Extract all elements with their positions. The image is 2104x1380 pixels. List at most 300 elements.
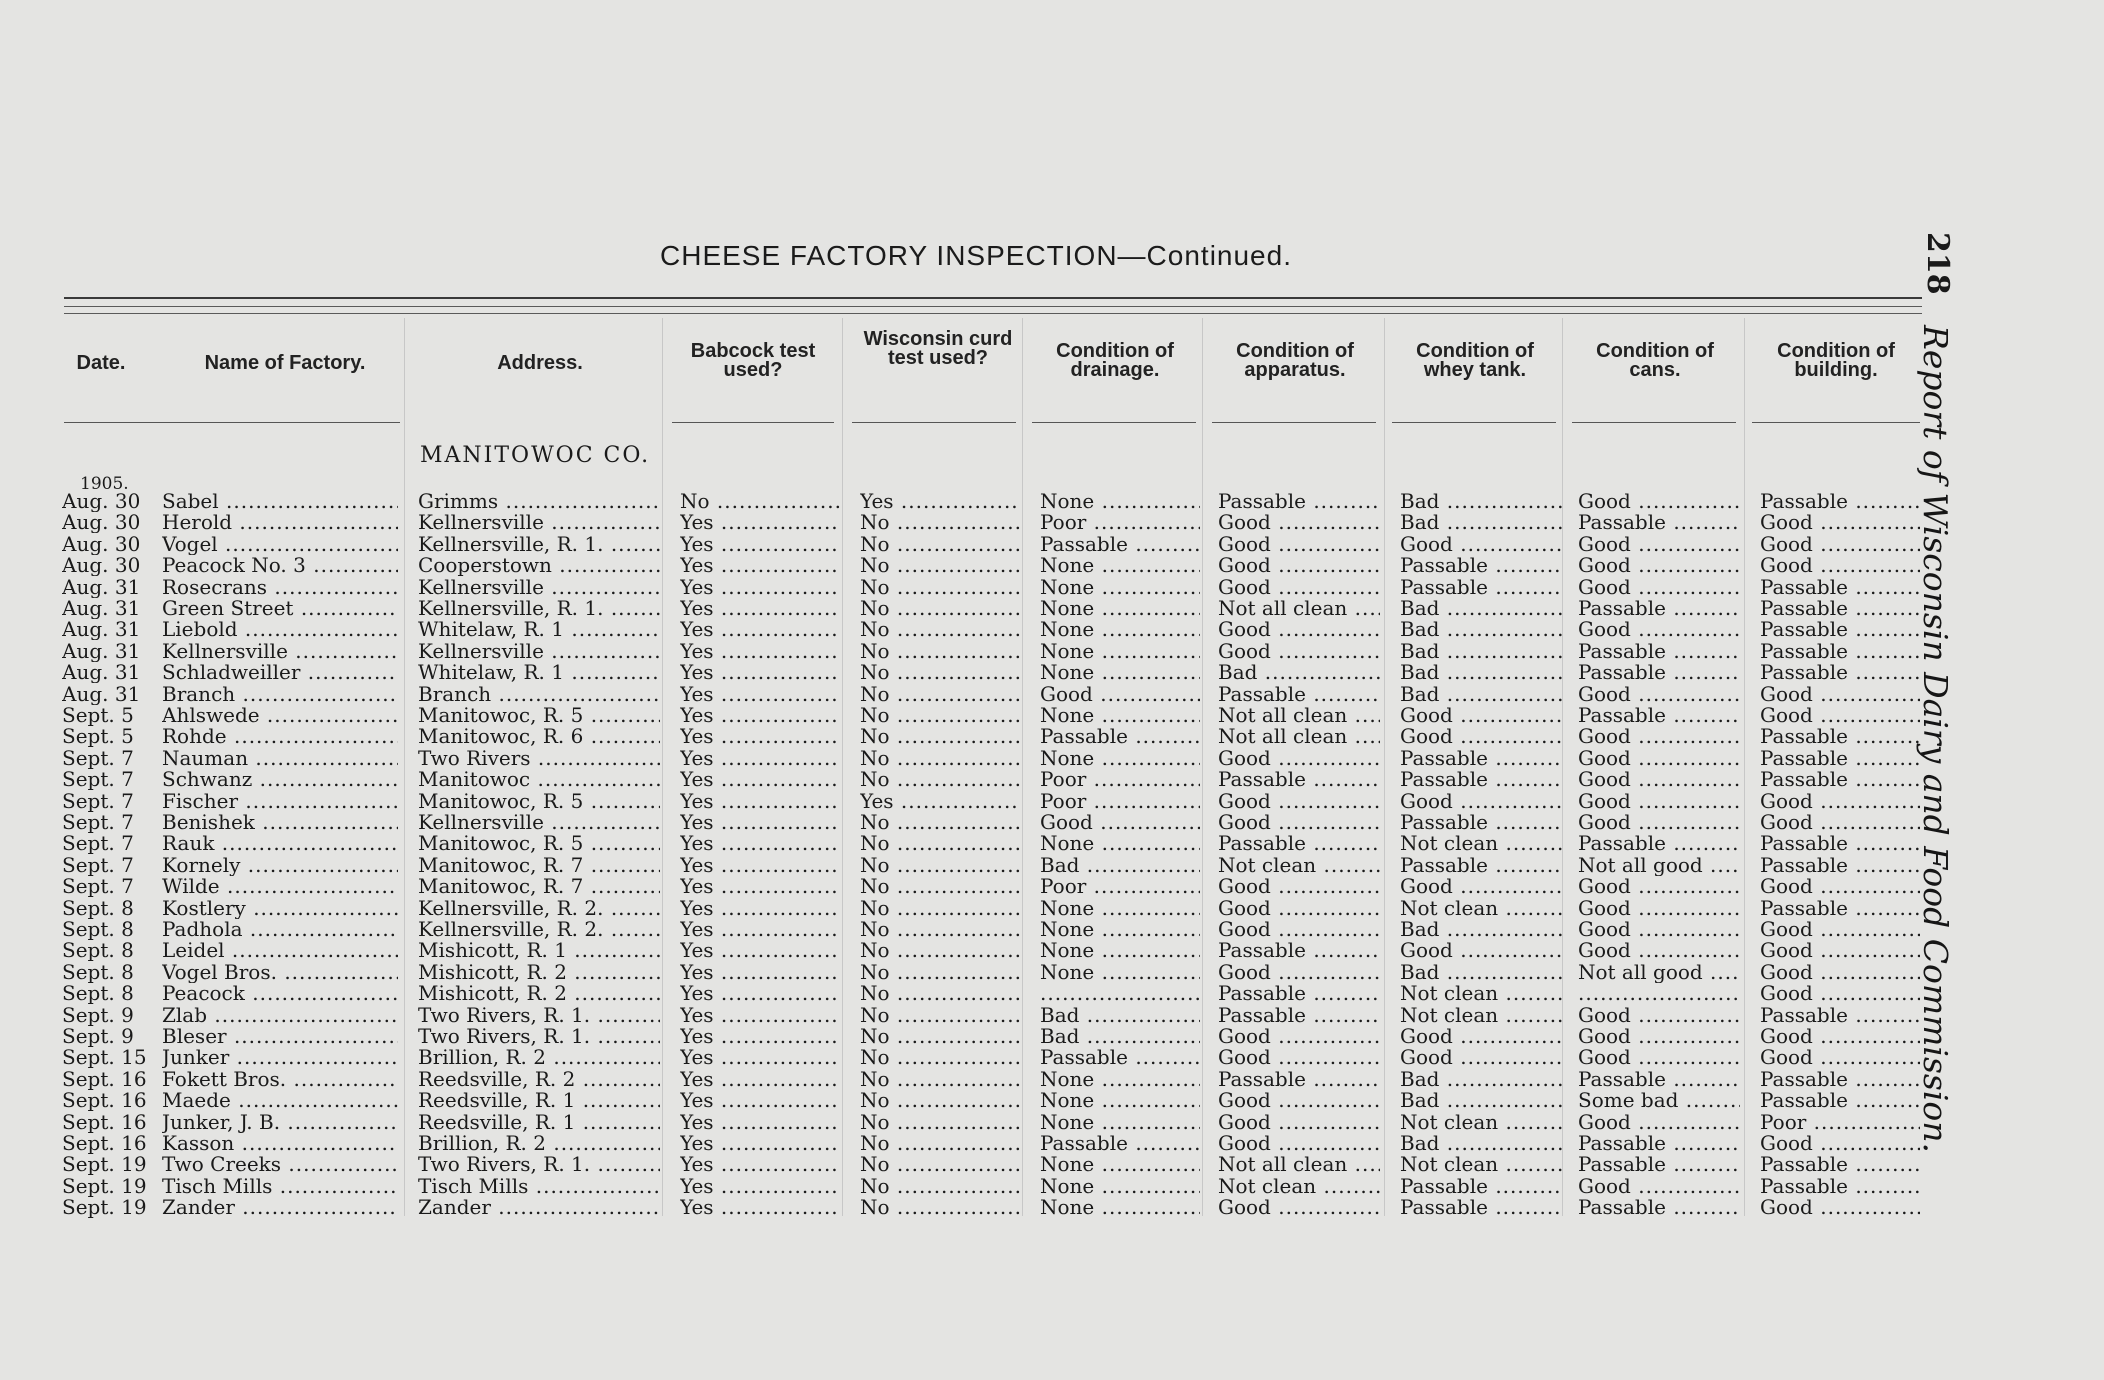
date-cell: Sept. 16 [62, 1067, 147, 1090]
apparatus-cell: Passable ..... [1218, 1068, 1380, 1090]
cans-cell: Good ..... [1578, 939, 1740, 961]
drainage-cell [1040, 982, 1200, 1004]
header-underline [1572, 422, 1736, 423]
apparatus-cell: Passable ..... [1218, 832, 1380, 854]
address-cell: Whitelaw, R. 1 ..... [418, 661, 660, 683]
date-cell: Sept. 8 [62, 982, 134, 1005]
table-row [0, 661, 1930, 683]
babcock-cell: Yes ..... [680, 1196, 840, 1218]
address-cell: Two Rivers, R. 1. ..... [418, 1004, 660, 1026]
babcock-cell: Yes ..... [680, 618, 840, 640]
cans-cell: Good ..... [1578, 1111, 1740, 1133]
factory-name-cell: Liebold ..... [162, 618, 398, 640]
table-row [0, 1153, 1930, 1175]
building-cell: Passable ..... [1760, 576, 1920, 598]
cans-cell: Good ..... [1578, 554, 1740, 576]
header-underline [1752, 422, 1920, 423]
drainage-cell: None ..... [1040, 1068, 1200, 1090]
cans-cell: Good ..... [1578, 725, 1740, 747]
whey-tank-cell: Passable ..... [1400, 854, 1562, 876]
table-row [0, 1196, 1930, 1218]
building-cell: Poor ..... [1760, 1111, 1920, 1133]
drainage-cell: Good ..... [1040, 811, 1200, 833]
factory-name-cell: Green Street ..... [162, 597, 398, 619]
apparatus-cell: Good ..... [1218, 1046, 1380, 1068]
table-row [0, 704, 1930, 726]
table-row [0, 1046, 1930, 1068]
apparatus-cell: Not all clean ..... [1218, 725, 1380, 747]
header-building: Condition of building. [1777, 340, 1895, 381]
wisconsin-cell: No ..... [860, 618, 1020, 640]
table-row [0, 533, 1930, 555]
whey-tank-cell: Good ..... [1400, 1025, 1562, 1047]
address-cell: Mishicott, R. 2 ..... [418, 982, 660, 1004]
wisconsin-cell: No ..... [860, 1175, 1020, 1197]
cans-cell: Good ..... [1578, 875, 1740, 897]
cans-cell: Good ..... [1578, 618, 1740, 640]
drainage-cell: None ..... [1040, 747, 1200, 769]
header-underline [1032, 422, 1196, 423]
table-row [0, 790, 1930, 812]
apparatus-cell: Good ..... [1218, 618, 1380, 640]
drainage-cell: Passable ..... [1040, 725, 1200, 747]
cans-cell: Passable ..... [1578, 832, 1740, 854]
date-cell: Sept. 15 [62, 1046, 147, 1069]
building-cell: Good ..... [1760, 875, 1920, 897]
building-cell: Passable ..... [1760, 1089, 1920, 1111]
apparatus-cell: Good ..... [1218, 811, 1380, 833]
wisconsin-cell: No ..... [860, 576, 1020, 598]
whey-tank-cell: Passable ..... [1400, 768, 1562, 790]
date-cell: Aug. 31 [62, 661, 141, 684]
page-number: 218 [1920, 232, 1955, 295]
date-cell: Sept. 19 [62, 1153, 147, 1176]
drainage-cell: None ..... [1040, 640, 1200, 662]
babcock-cell: Yes ..... [680, 1025, 840, 1047]
babcock-cell: Yes ..... [680, 511, 840, 533]
babcock-cell: Yes ..... [680, 1175, 840, 1197]
table-row [0, 1004, 1930, 1026]
wisconsin-cell: No ..... [860, 1004, 1020, 1026]
table-row [0, 554, 1930, 576]
whey-tank-cell: Bad ..... [1400, 1068, 1562, 1090]
whey-tank-cell: Passable ..... [1400, 554, 1562, 576]
header-underline [852, 422, 1016, 423]
drainage-cell: Poor ..... [1040, 768, 1200, 790]
building-cell: Good ..... [1760, 1025, 1920, 1047]
cans-cell: Good ..... [1578, 747, 1740, 769]
building-cell: Passable ..... [1760, 490, 1920, 512]
wisconsin-cell: No ..... [860, 768, 1020, 790]
header-name: Name of Factory. [204, 352, 366, 374]
drainage-cell: Passable ..... [1040, 533, 1200, 555]
building-cell: Passable ..... [1760, 747, 1920, 769]
factory-name-cell: Vogel Bros. ..... [162, 961, 398, 983]
apparatus-cell: Good ..... [1218, 554, 1380, 576]
header-whey-tank: Condition of whey tank. [1416, 340, 1534, 381]
apparatus-cell: Good ..... [1218, 1111, 1380, 1133]
whey-tank-cell: Good ..... [1400, 939, 1562, 961]
cans-cell: Passable ..... [1578, 597, 1740, 619]
address-cell: Kellnersville, R. 2. ..... [418, 897, 660, 919]
factory-name-cell: Rosecrans ..... [162, 576, 398, 598]
cans-cell: Good ..... [1578, 1025, 1740, 1047]
whey-tank-cell: Good ..... [1400, 1046, 1562, 1068]
table-row [0, 490, 1930, 512]
drainage-cell: None ..... [1040, 961, 1200, 983]
cans-cell: Passable ..... [1578, 1196, 1740, 1218]
factory-name-cell: Branch ..... [162, 683, 398, 705]
factory-name-cell: Two Creeks ..... [162, 1153, 398, 1175]
apparatus-cell: Good ..... [1218, 918, 1380, 940]
factory-name-cell: Kostlery ..... [162, 897, 398, 919]
apparatus-cell: Good ..... [1218, 640, 1380, 662]
date-cell: Aug. 30 [62, 532, 141, 555]
apparatus-cell: Good ..... [1218, 790, 1380, 812]
babcock-cell: Yes ..... [680, 1068, 840, 1090]
factory-name-cell: Fischer ..... [162, 790, 398, 812]
date-cell: Aug. 31 [62, 575, 141, 598]
apparatus-cell: Passable ..... [1218, 982, 1380, 1004]
babcock-cell: Yes ..... [680, 939, 840, 961]
wisconsin-cell: No ..... [860, 725, 1020, 747]
table-row [0, 683, 1930, 705]
date-cell: Aug. 31 [62, 597, 141, 619]
apparatus-cell: Good ..... [1218, 961, 1380, 983]
babcock-cell: Yes ..... [680, 1004, 840, 1026]
header-babcock: Babcock test used? [690, 340, 816, 381]
date-cell: Aug. 31 [62, 618, 141, 641]
factory-name-cell: Junker, J. B. ..... [162, 1111, 398, 1133]
wisconsin-cell: No ..... [860, 640, 1020, 662]
date-cell: Sept. 16 [62, 1089, 147, 1112]
building-cell: Good ..... [1760, 704, 1920, 726]
factory-name-cell: Fokett Bros. ..... [162, 1068, 398, 1090]
wisconsin-cell: No ..... [860, 1111, 1020, 1133]
building-cell: Passable ..... [1760, 897, 1920, 919]
apparatus-cell: Good ..... [1218, 875, 1380, 897]
building-cell: Good ..... [1760, 1196, 1920, 1218]
factory-name-cell: Nauman ..... [162, 747, 398, 769]
drainage-cell: None ..... [1040, 832, 1200, 854]
apparatus-cell: Not clean ..... [1218, 854, 1380, 876]
factory-name-cell: Tisch Mills ..... [162, 1175, 398, 1197]
drainage-cell: Bad ..... [1040, 854, 1200, 876]
address-cell: Manitowoc, R. 5 ..... [418, 832, 660, 854]
babcock-cell: Yes ..... [680, 832, 840, 854]
wisconsin-cell: No ..... [860, 597, 1020, 619]
date-cell: Sept. 8 [62, 918, 134, 940]
header-drainage: Condition of drainage. [1056, 340, 1174, 381]
babcock-cell: Yes ..... [680, 725, 840, 747]
address-cell: Brillion, R. 2 ..... [418, 1046, 660, 1068]
cans-cell: Good ..... [1578, 918, 1740, 940]
date-cell: Sept. 5 [62, 704, 134, 726]
address-cell: Two Rivers, R. 1. ..... [418, 1153, 660, 1175]
cans-cell: Passable ..... [1578, 1132, 1740, 1154]
factory-name-cell: Padhola ..... [162, 918, 398, 940]
date-cell: Sept. 7 [62, 789, 134, 812]
address-cell: Kellnersville ..... [418, 811, 660, 833]
address-cell: Manitowoc, R. 7 ..... [418, 854, 660, 876]
factory-name-cell: Junker ..... [162, 1046, 398, 1068]
address-cell: Manitowoc, R. 5 ..... [418, 790, 660, 812]
whey-tank-cell: Good ..... [1400, 790, 1562, 812]
address-cell: Reedsville, R. 1 ..... [418, 1111, 660, 1133]
babcock-cell: Yes ..... [680, 1089, 840, 1111]
address-cell: Brillion, R. 2 ..... [418, 1132, 660, 1154]
table-row [0, 747, 1930, 769]
wisconsin-cell: No ..... [860, 683, 1020, 705]
whey-tank-cell: Passable ..... [1400, 1175, 1562, 1197]
drainage-cell: Bad ..... [1040, 1004, 1200, 1026]
factory-name-cell: Ahlswede ..... [162, 704, 398, 726]
drainage-cell: None ..... [1040, 918, 1200, 940]
table-row [0, 1068, 1930, 1090]
header-underline [1392, 422, 1556, 423]
year-label: 1905. [80, 474, 129, 494]
date-cell: Sept. 16 [62, 1132, 147, 1154]
whey-tank-cell: Bad ..... [1400, 597, 1562, 619]
babcock-cell: Yes ..... [680, 533, 840, 555]
cans-cell: Passable ..... [1578, 1153, 1740, 1175]
babcock-cell: Yes ..... [680, 1046, 840, 1068]
address-cell: Two Rivers, R. 1. ..... [418, 1025, 660, 1047]
address-cell: Tisch Mills ..... [418, 1175, 660, 1197]
building-cell: Passable ..... [1760, 597, 1920, 619]
factory-name-cell: Benishek ..... [162, 811, 398, 833]
date-cell: Sept. 5 [62, 725, 134, 748]
building-cell: Passable ..... [1760, 618, 1920, 640]
factory-name-cell: Kellnersville ..... [162, 640, 398, 662]
whey-tank-cell: Bad ..... [1400, 511, 1562, 533]
cans-cell: Passable ..... [1578, 704, 1740, 726]
factory-name-cell: Zlab ..... [162, 1004, 398, 1026]
whey-tank-cell: Not clean ..... [1400, 1153, 1562, 1175]
date-cell: Sept. 9 [62, 1025, 134, 1047]
apparatus-cell: Not clean ..... [1218, 1175, 1380, 1197]
building-cell: Passable ..... [1760, 1175, 1920, 1197]
apparatus-cell: Passable ..... [1218, 939, 1380, 961]
building-cell: Good ..... [1760, 683, 1920, 705]
cans-cell: Good ..... [1578, 1004, 1740, 1026]
whey-tank-cell: Good ..... [1400, 875, 1562, 897]
building-cell: Good ..... [1760, 1132, 1920, 1154]
date-cell: Sept. 19 [62, 1196, 147, 1219]
header-address: Address. [497, 352, 583, 374]
header-date: Date. [76, 352, 126, 374]
table-row [0, 1111, 1930, 1133]
building-cell: Passable ..... [1760, 1004, 1920, 1026]
address-cell: Mishicott, R. 2 ..... [418, 961, 660, 983]
apparatus-cell: Passable ..... [1218, 768, 1380, 790]
apparatus-cell: Not all clean ..... [1218, 1153, 1380, 1175]
factory-name-cell: Sabel ..... [162, 490, 398, 512]
wisconsin-cell: No ..... [860, 1153, 1020, 1175]
building-cell: Good ..... [1760, 982, 1920, 1004]
drainage-cell: Passable ..... [1040, 1046, 1200, 1068]
address-cell: Kellnersville, R. 1. ..... [418, 533, 660, 555]
whey-tank-cell: Good ..... [1400, 725, 1562, 747]
drainage-cell: None ..... [1040, 704, 1200, 726]
whey-tank-cell: Bad ..... [1400, 918, 1562, 940]
header-underline [64, 422, 400, 423]
babcock-cell: Yes ..... [680, 1153, 840, 1175]
address-cell: Kellnersville ..... [418, 640, 660, 662]
whey-tank-cell: Bad ..... [1400, 618, 1562, 640]
babcock-cell: Yes ..... [680, 961, 840, 983]
cans-cell: Good ..... [1578, 790, 1740, 812]
drainage-cell: Good ..... [1040, 683, 1200, 705]
building-cell: Good ..... [1760, 961, 1920, 983]
cans-cell: Not all good ..... [1578, 961, 1740, 983]
header-apparatus: Condition of apparatus. [1236, 340, 1354, 381]
drainage-cell: None ..... [1040, 1153, 1200, 1175]
wisconsin-cell: No ..... [860, 511, 1020, 533]
building-cell: Passable ..... [1760, 1153, 1920, 1175]
cans-cell: Not all good ..... [1578, 854, 1740, 876]
address-cell: Two Rivers ..... [418, 747, 660, 769]
building-cell: Good ..... [1760, 554, 1920, 576]
apparatus-cell: Good ..... [1218, 576, 1380, 598]
address-cell: Manitowoc, R. 6 ..... [418, 725, 660, 747]
building-cell: Passable ..... [1760, 1068, 1920, 1090]
building-cell: Passable ..... [1760, 832, 1920, 854]
running-title: Report of Wisconsin Dairy and Food Commission. [1916, 325, 1955, 1153]
wisconsin-cell: No ..... [860, 854, 1020, 876]
babcock-cell: No ..... [680, 490, 840, 512]
date-cell: Sept. 8 [62, 939, 134, 962]
babcock-cell: Yes ..... [680, 747, 840, 769]
drainage-cell: Poor ..... [1040, 511, 1200, 533]
babcock-cell: Yes ..... [680, 683, 840, 705]
whey-tank-cell: Not clean ..... [1400, 982, 1562, 1004]
cans-cell: Good ..... [1578, 533, 1740, 555]
cans-cell: Good ..... [1578, 683, 1740, 705]
date-cell: Sept. 7 [62, 746, 134, 769]
apparatus-cell: Passable ..... [1218, 1004, 1380, 1026]
whey-tank-cell: Not clean ..... [1400, 1004, 1562, 1026]
address-cell: Branch ..... [418, 683, 660, 705]
table-row [0, 1175, 1930, 1197]
wisconsin-cell: No ..... [860, 1132, 1020, 1154]
page-title: CHEESE FACTORY INSPECTION—Continued. [660, 240, 1292, 271]
date-cell: Aug. 31 [62, 639, 141, 662]
date-cell: Sept. 7 [62, 853, 134, 876]
apparatus-cell: Bad ..... [1218, 661, 1380, 683]
table-row [0, 768, 1930, 790]
factory-name-cell: Leidel ..... [162, 939, 398, 961]
drainage-cell: None ..... [1040, 1175, 1200, 1197]
apparatus-cell: Good ..... [1218, 533, 1380, 555]
table-row [0, 511, 1930, 533]
header-underline [1212, 422, 1376, 423]
building-cell: Passable ..... [1760, 768, 1920, 790]
header-cans: Condition of cans. [1596, 340, 1714, 381]
whey-tank-cell: Good ..... [1400, 533, 1562, 555]
babcock-cell: Yes ..... [680, 1111, 840, 1133]
wisconsin-cell: No ..... [860, 875, 1020, 897]
header-wisconsin: Wisconsin curd test used? [863, 328, 1013, 369]
table-row [0, 918, 1930, 940]
factory-name-cell: Schladweiller ..... [162, 661, 398, 683]
wisconsin-cell: No ..... [860, 533, 1020, 555]
factory-name-cell: Bleser ..... [162, 1025, 398, 1047]
apparatus-cell: Good ..... [1218, 747, 1380, 769]
factory-name-cell: Schwanz ..... [162, 768, 398, 790]
county-heading: MANITOWOC CO. [420, 443, 651, 468]
factory-name-cell: Peacock No. 3 ..... [162, 554, 398, 576]
cans-cell: Passable ..... [1578, 511, 1740, 533]
apparatus-cell: Good ..... [1218, 1025, 1380, 1047]
babcock-cell: Yes ..... [680, 875, 840, 897]
building-cell: Good ..... [1760, 1046, 1920, 1068]
table-row [0, 1089, 1930, 1111]
table-row [0, 1025, 1930, 1047]
whey-tank-cell: Passable ..... [1400, 811, 1562, 833]
drainage-cell: None ..... [1040, 897, 1200, 919]
top-rule-tertiary [64, 313, 1922, 314]
table-row [0, 875, 1930, 897]
table-row [0, 618, 1930, 640]
date-cell: Sept. 7 [62, 811, 134, 833]
drainage-cell: None ..... [1040, 490, 1200, 512]
babcock-cell: Yes ..... [680, 790, 840, 812]
address-cell: Zander ..... [418, 1196, 660, 1218]
wisconsin-cell: No ..... [860, 961, 1020, 983]
babcock-cell: Yes ..... [680, 640, 840, 662]
babcock-cell: Yes ..... [680, 661, 840, 683]
address-cell: Kellnersville, R. 2. ..... [418, 918, 660, 940]
whey-tank-cell: Bad ..... [1400, 1089, 1562, 1111]
apparatus-cell: Good ..... [1218, 511, 1380, 533]
whey-tank-cell: Bad ..... [1400, 490, 1562, 512]
wisconsin-cell: Yes ..... [860, 490, 1020, 512]
drainage-cell: None ..... [1040, 618, 1200, 640]
building-cell: Passable ..... [1760, 661, 1920, 683]
table-row [0, 576, 1930, 598]
date-cell: Aug. 31 [62, 682, 141, 705]
address-cell: Whitelaw, R. 1 ..... [418, 618, 660, 640]
whey-tank-cell: Passable ..... [1400, 747, 1562, 769]
cans-cell: Passable ..... [1578, 640, 1740, 662]
address-cell: Reedsville, R. 2 ..... [418, 1068, 660, 1090]
wisconsin-cell: No ..... [860, 661, 1020, 683]
wisconsin-cell: No ..... [860, 982, 1020, 1004]
babcock-cell: Yes ..... [680, 704, 840, 726]
babcock-cell: Yes ..... [680, 897, 840, 919]
whey-tank-cell: Passable ..... [1400, 576, 1562, 598]
wisconsin-cell: No ..... [860, 1046, 1020, 1068]
table-row [0, 725, 1930, 747]
wisconsin-cell: No ..... [860, 1025, 1020, 1047]
drainage-cell: None ..... [1040, 1196, 1200, 1218]
table-row [0, 832, 1930, 854]
cans-cell: Good ..... [1578, 1175, 1740, 1197]
apparatus-cell: Good ..... [1218, 1132, 1380, 1154]
cans-cell: Some bad ..... [1578, 1089, 1740, 1111]
whey-tank-cell: Not clean ..... [1400, 1111, 1562, 1133]
wisconsin-cell: No ..... [860, 554, 1020, 576]
table-row [0, 982, 1930, 1004]
address-cell: Manitowoc ..... [418, 768, 660, 790]
factory-name-cell: Zander ..... [162, 1196, 398, 1218]
cans-cell: Good ..... [1578, 576, 1740, 598]
cans-cell: Passable ..... [1578, 1068, 1740, 1090]
wisconsin-cell: No ..... [860, 939, 1020, 961]
date-cell: Aug. 30 [62, 511, 141, 534]
drainage-cell: None ..... [1040, 597, 1200, 619]
